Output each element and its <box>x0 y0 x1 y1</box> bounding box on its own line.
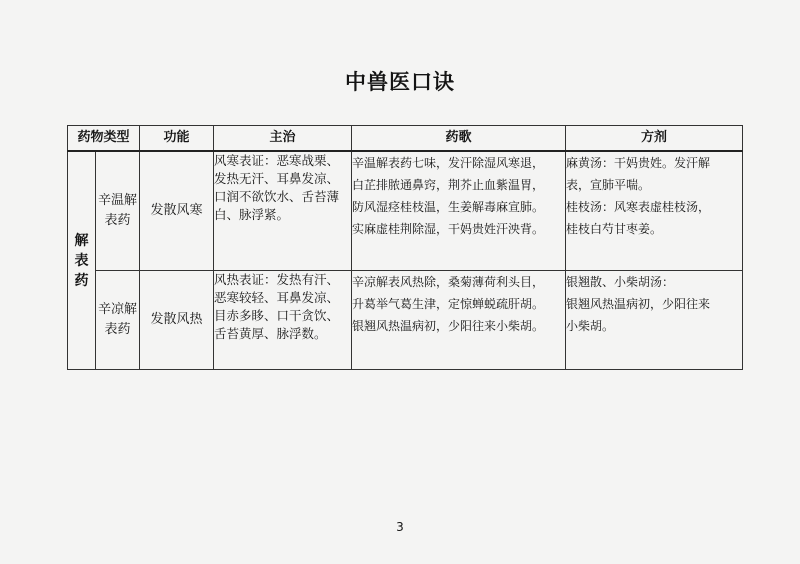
formula-line: 桂枝白芍甘枣姜。 <box>566 222 663 236</box>
formula-line: 银翘散、小柴胡汤： <box>566 275 675 289</box>
table-header-row <box>68 126 743 152</box>
category-label: 解表药 <box>74 232 89 289</box>
page-title: 中兽医口诀 <box>345 70 455 94</box>
header-formula: 方剂 <box>566 126 743 152</box>
formula-line: 麻黄汤：干妈贵姓。发汗解 <box>566 156 711 170</box>
header-song: 药歌 <box>352 126 566 152</box>
subcategory-label: 辛凉解表药 <box>97 302 137 337</box>
song-line: 防风湿痉桂枝温，生姜解毒麻宣肺。 <box>352 200 545 214</box>
formula-cell <box>566 151 743 271</box>
header-category: 药物类型 <box>68 126 140 152</box>
song-cell <box>352 271 566 370</box>
song-line: 辛温解表药七味，发汗除湿风寒退， <box>352 156 545 170</box>
table-row <box>68 151 743 271</box>
formula-line: 小柴胡。 <box>566 319 615 333</box>
table-row <box>68 271 743 370</box>
herb-table <box>67 125 743 370</box>
song-line: 辛凉解表风热除，桑菊薄荷利头目， <box>352 275 545 289</box>
function-cell: 发散风热 <box>140 271 214 370</box>
function-cell: 发散风寒 <box>140 151 214 271</box>
header-indications: 主治 <box>214 126 352 152</box>
formula-cell <box>566 271 743 370</box>
page-number: 3 <box>396 520 404 534</box>
song-line: 银翘风热温病初，少阳往来小柴胡。 <box>352 319 545 333</box>
song-line: 升葛举气葛生津，定惊蝉蜕疏肝胡。 <box>352 297 545 311</box>
formula-line: 桂枝汤：风寒表虚桂枝汤， <box>566 200 711 214</box>
header-function: 功能 <box>140 126 214 152</box>
formula-line: 银翘风热温病初，少阳往来 <box>566 297 711 311</box>
indications-cell: 风寒表证：恶寒战栗、发热无汗、耳鼻发凉、口润不欲饮水、舌苔薄白、脉浮紧。 <box>214 151 352 271</box>
indications-cell: 风热表证：发热有汗、恶寒较轻、耳鼻发凉、目赤多眵、口干贪饮、舌苔黄厚、脉浮数。 <box>214 271 352 370</box>
song-line: 实麻虚桂荆除湿，干妈贵姓汗泱背。 <box>352 222 545 236</box>
formula-line: 表，宣肺平喘。 <box>566 178 651 192</box>
subcategory-cell <box>96 151 140 271</box>
song-line: 白芷排脓通鼻窍，荆芥止血紫温胃， <box>352 178 545 192</box>
song-cell <box>352 151 566 271</box>
subcategory-label: 辛温解表药 <box>97 193 137 228</box>
category-cell <box>68 151 96 370</box>
subcategory-cell <box>96 271 140 370</box>
